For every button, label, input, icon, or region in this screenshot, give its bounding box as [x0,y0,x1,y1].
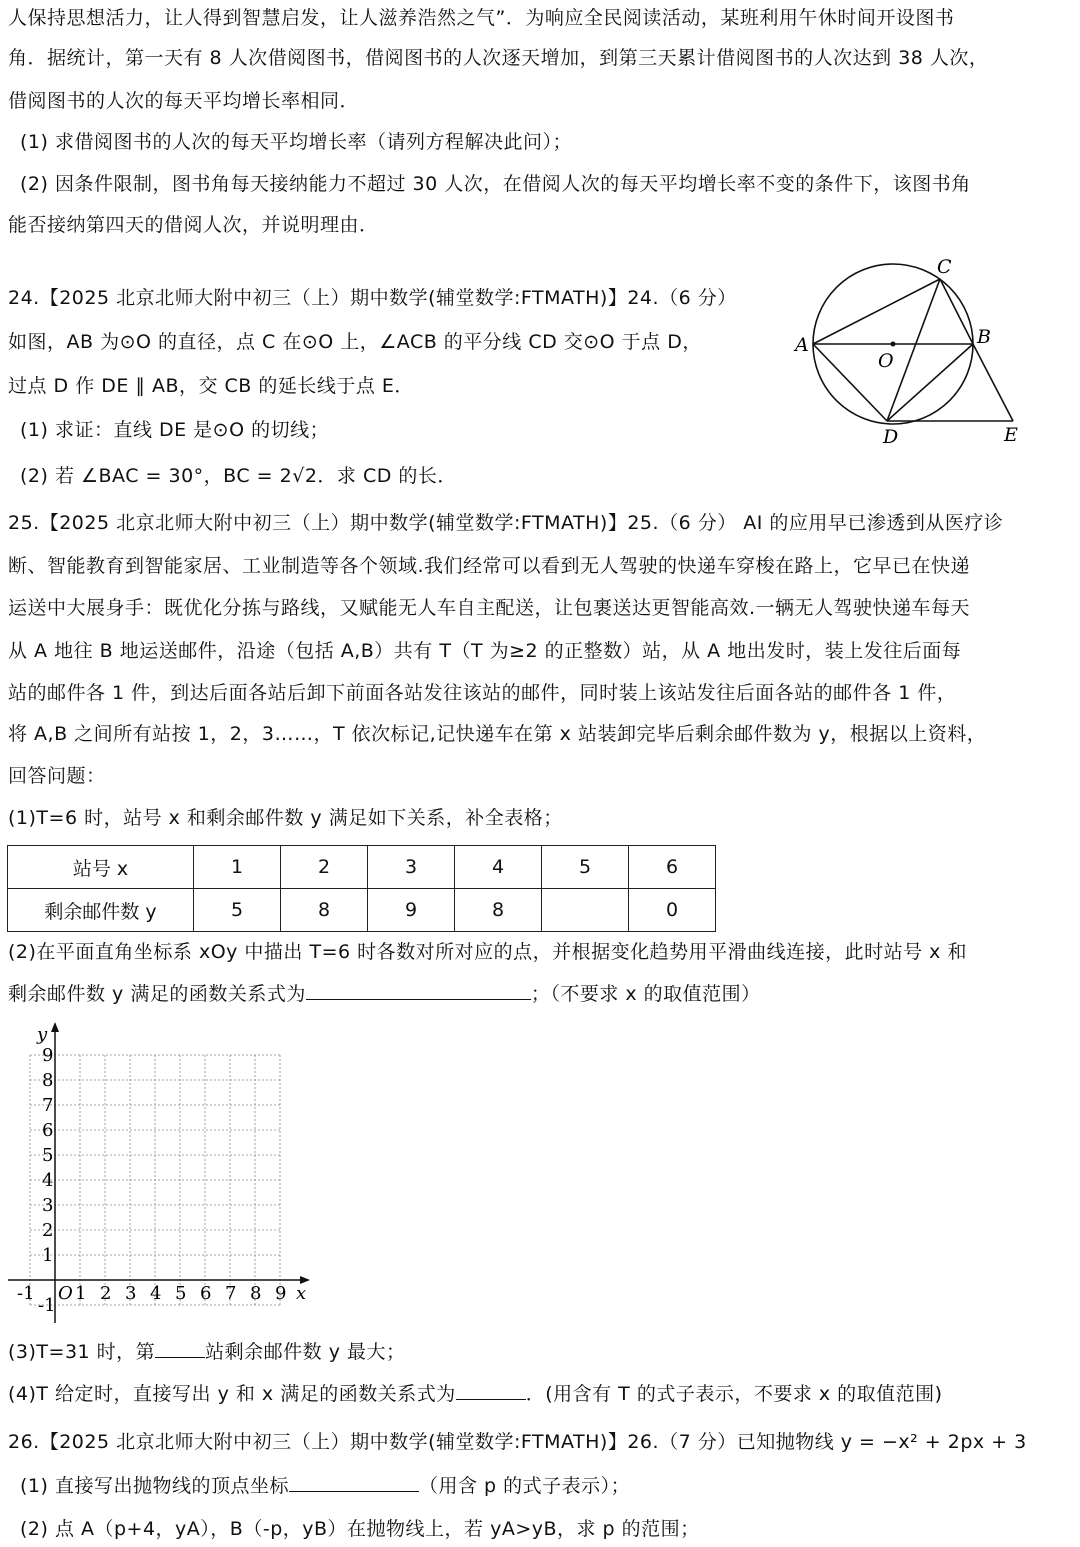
x-tick-label: 9 [275,1283,287,1304]
circle-geometry-figure [790,250,1040,455]
q25-part3-text-b: 站剩余邮件数 y 最大； [205,1341,406,1363]
q25-part1: (1)T=6 时，站号 x 和剩余邮件数 y 满足如下关系，补全表格； [8,807,563,829]
label-C: C [937,256,952,278]
table-cell: 9 [368,889,455,932]
answer-blank [456,1381,526,1400]
q25-part2-line1: (2)在平面直角坐标系 xOy 中描出 T=6 时各数对所对应的点，并根据变化趋势用平滑曲线连接，此时站号 x 和 [8,941,967,963]
x-tick-label: 4 [150,1283,162,1304]
x-tick-label: 8 [250,1283,262,1304]
table-cell: 3 [368,846,455,889]
y-axis-arrow-icon [51,1022,59,1032]
q24-part1: (1) 求证：直线 DE 是⊙O 的切线； [20,419,330,441]
y-tick-label: 9 [42,1045,54,1066]
q23-part2-line2: 能否接纳第四天的借阅人次，并说明理由． [8,214,379,236]
table-cell-blank [542,889,629,932]
q25-text-line4: 从 A 地往 B 地运送邮件，沿途（包括 A,B）共有 T（T 为≥2 的正整数）站，从 A 地出发时，装上发往后面每 [8,640,962,662]
y-tick-label: 5 [42,1145,54,1166]
q24-part2: (2) 若 ∠BAC = 30°，BC = 2√2．求 CD 的长． [20,465,457,487]
x-tick-label: 7 [225,1283,237,1304]
q23-text-line1: 人保持思想活力，让人得到智慧启发，让人滋养浩然之气”．为响应全民阅读活动，某班利用午休时间开设图书 [8,7,955,29]
q26-header: 26.【2025 北京北师大附中初三（上）期中数学(辅堂数学:FTMATH)】26.（7 分）已知抛物线 y = −x² + 2px + 3 [8,1431,1027,1453]
q25-text-line1: 25.【2025 北京北师大附中初三（上）期中数学(辅堂数学:FTMATH)】25.（6 分） AI 的应用早已渗透到从医疗诊 [8,512,1004,534]
q25-part3 [8,1337,405,1367]
q25-text-line5: 站的邮件各 1 件，到达后面各站后卸下前面各站发往该站的邮件，同时装上该站发往后面各站的邮件各 1 件， [8,682,957,704]
q25-text-line3: 运送中大展身手：既优化分拣与路线，又赋能无人车自主配送，让包裹送达更智能高效.一辆无人驾驶快递车每天 [8,597,971,619]
label-B: B [977,326,991,348]
q26-part1-text-b: （用含 p 的式子表示）； [418,1475,631,1497]
q25-part2-line2 [8,979,761,1009]
q25-part4-text-b: ．(用含有 T 的式子表示，不要求 x 的取值范围) [525,1383,943,1405]
y-tick-label: -1 [38,1295,56,1316]
y-tick-label: 1 [42,1245,54,1266]
x-tick-label: 3 [125,1283,137,1304]
q25-part2-text-b: ；（不要求 x 的取值范围） [530,983,761,1005]
label-O: O [878,350,894,372]
x-axis-label: x [296,1283,307,1304]
answer-blank [306,981,531,1000]
q25-part4-text-a: (4)T 给定时，直接写出 y 和 x 满足的函数关系式为 [8,1383,456,1405]
q26-part1-text-a: (1) 直接写出抛物线的顶点坐标 [20,1475,289,1497]
q23-text-line2: 角．据统计，第一天有 8 人次借阅图书，借阅图书的人次逐天增加，到第三天累计借阅图书的人次达到 38 人次， [8,47,989,69]
q25-text-line2: 断、智能教育到智能家居、工业制造等各个领域.我们经常可以看到无人驾驶的快递车穿梭在路上，它早已在快递 [8,555,971,577]
y-tick-label: 2 [42,1220,54,1241]
table-cell: 5 [542,846,629,889]
coordinate-grid [0,1020,330,1330]
table-cell: 6 [629,846,716,889]
x-tick-label: 6 [200,1283,212,1304]
table-row [8,889,716,932]
table-cell: 2 [281,846,368,889]
station-mail-table [7,845,716,932]
label-D: D [883,426,899,448]
y-tick-label: 3 [42,1195,54,1216]
table-cell: 8 [281,889,368,932]
answer-blank [289,1473,419,1492]
answer-blank [155,1339,205,1358]
q25-text-line6: 将 A,B 之间所有站按 1，2，3……，T 依次标记,记快递车在第 x 站装卸完毕后剩余邮件数为 y，根据以上资料， [8,723,987,745]
label-E: E [1004,424,1018,446]
table-cell: 0 [629,889,716,932]
q24-header: 24.【2025 北京北师大附中初三（上）期中数学(辅堂数学:FTMATH)】24.（6 分） [8,287,737,309]
table-header-station: 站号 x [8,846,194,889]
y-tick-label: 8 [42,1070,54,1091]
q23-text-line3: 借阅图书的人次的每天平均增长率相同． [8,90,360,112]
table-cell: 8 [455,889,542,932]
q23-part1: (1) 求借阅图书的人次的每天平均增长率（请列方程解决此问）； [20,131,572,153]
q24-text-line1: 如图，AB 为⊙O 的直径，点 C 在⊙O 上，∠ACB 的平分线 CD 交⊙O 于点 D， [8,331,702,353]
y-tick-label: 6 [42,1120,54,1141]
table-header-mail: 剩余邮件数 y [8,889,194,932]
y-tick-label: 4 [42,1170,54,1191]
q26-part2: (2) 点 A（p+4，yA），B（-p，yB）在抛物线上，若 yA>yB，求 p 的范围； [20,1518,700,1540]
x-tick-label: -1 [17,1283,35,1304]
q25-text-line7: 回答问题： [8,765,106,787]
x-tick-label: 5 [175,1283,187,1304]
x-tick-label: 2 [100,1283,112,1304]
x-tick-label: 1 [75,1283,87,1304]
y-tick-label: 7 [42,1095,54,1116]
q26-part1 [20,1471,630,1501]
table-row [8,846,716,889]
q24-text-line2: 过点 D 作 DE ∥ AB，交 CB 的延长线于点 E． [8,375,414,397]
table-cell: 4 [455,846,542,889]
table-cell: 1 [194,846,281,889]
origin-label: O [58,1283,73,1304]
q25-part2-text-a: 剩余邮件数 y 满足的函数关系式为 [8,983,306,1005]
label-A: A [795,334,809,356]
y-axis-label: y [37,1024,48,1045]
q25-part3-text-a: (3)T=31 时，第 [8,1341,156,1363]
q23-part2-line1: (2) 因条件限制，图书角每天接纳能力不超过 30 人次，在借阅人次的每天平均增长率不变的条件下，该图书角 [20,173,971,195]
table-cell: 5 [194,889,281,932]
q25-part4 [8,1379,943,1409]
